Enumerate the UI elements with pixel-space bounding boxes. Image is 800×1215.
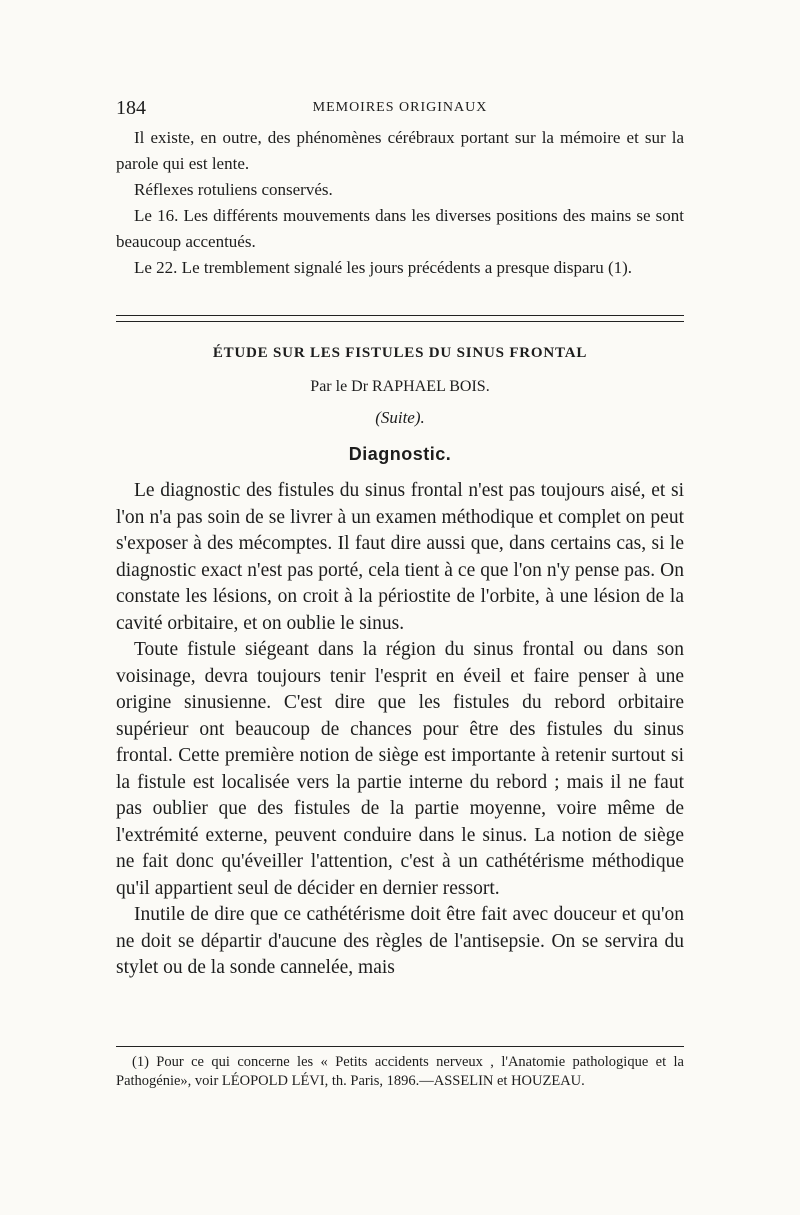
footnote: [116, 1053, 684, 1091]
paragraph: Le 22. Le tremblement signalé les jours précédents a presque disparu (1).: [134, 258, 633, 277]
paragraph: Le diagnostic des fistules du sinus frontal n'est pas toujours aisé, et si l'on n'a pas soin de se livrer à un examen méthodique et complet on peut s'exposer à des mécomptes. Il faut dire aussi que, dans certains cas, si le diagnostic exact n'est pas porté, cela tient à ce que l'on n'y pense pas. On constate les lésions, on croit à la périostite de l'orbite, à une lésion de la cavité orbitaire, et on oublie le sinus.: [116, 480, 684, 634]
page-header: [116, 97, 684, 121]
paragraph: Toute fistule siégeant dans la région du sinus frontal ou dans son voisinage, devra toujours tenir l'esprit en éveil et faire penser à une origine sinusienne. C'est dire que les fistules du rebord orbitaire supérieur ont beaucoup de chances pour être des fistules du sinus frontal. Cette première notion de siège est importante à retenir surtout si la fistule est localisée vers la partie interne du rebord ; mais il ne faut pas oublier que des fistules de la partie moyenne, voire même de l'extrémité externe, peuvent conduire dans le sinus. La notion de siège ne fait donc qu'éveiller l'attention, c'est à un cathétérisme méthodique qu'il appartient seul de décider en dernier ressort.: [116, 639, 684, 899]
article-author: Par le Dr RAPHAEL BOIS.: [310, 378, 490, 395]
previous-article-text: [116, 125, 684, 281]
paragraph: Réflexes rotuliens conservés.: [134, 180, 333, 199]
page-number: 184: [116, 97, 146, 119]
article-body: [116, 478, 684, 982]
footnote-divider: [116, 1046, 684, 1047]
paragraph: Inutile de dire que ce cathétérisme doit être fait avec douceur et qu'on ne doit se départir d'aucune des règles de l'antisepsie. On se servira du stylet ou de la sonde cannelée, mais: [116, 904, 684, 978]
article-continuation: (Suite).: [375, 408, 425, 427]
running-title: MEMOIRES ORIGINAUX: [312, 100, 488, 115]
article-title: ÉTUDE SUR LES FISTULES DU SINUS FRONTAL: [212, 345, 588, 361]
section-heading: Diagnostic.: [348, 444, 452, 464]
paragraph: Le 16. Les différents mouvements dans les diverses positions des mains se sont beaucoup accentués.: [116, 206, 684, 251]
section-divider-bottom: [116, 321, 684, 322]
section-divider-top: [116, 315, 684, 316]
footnote-text: (1) Pour ce qui concerne les « Petits accidents nerveux , l'Anatomie pathologique et la Pathogénie», voir LÉOPOLD LÉVI, th. Paris, 1896.—ASSELIN et HOUZEAU.: [116, 1054, 684, 1089]
paragraph: Il existe, en outre, des phénomènes cérébraux portant sur la mémoire et sur la parole qui est lente.: [116, 128, 684, 173]
